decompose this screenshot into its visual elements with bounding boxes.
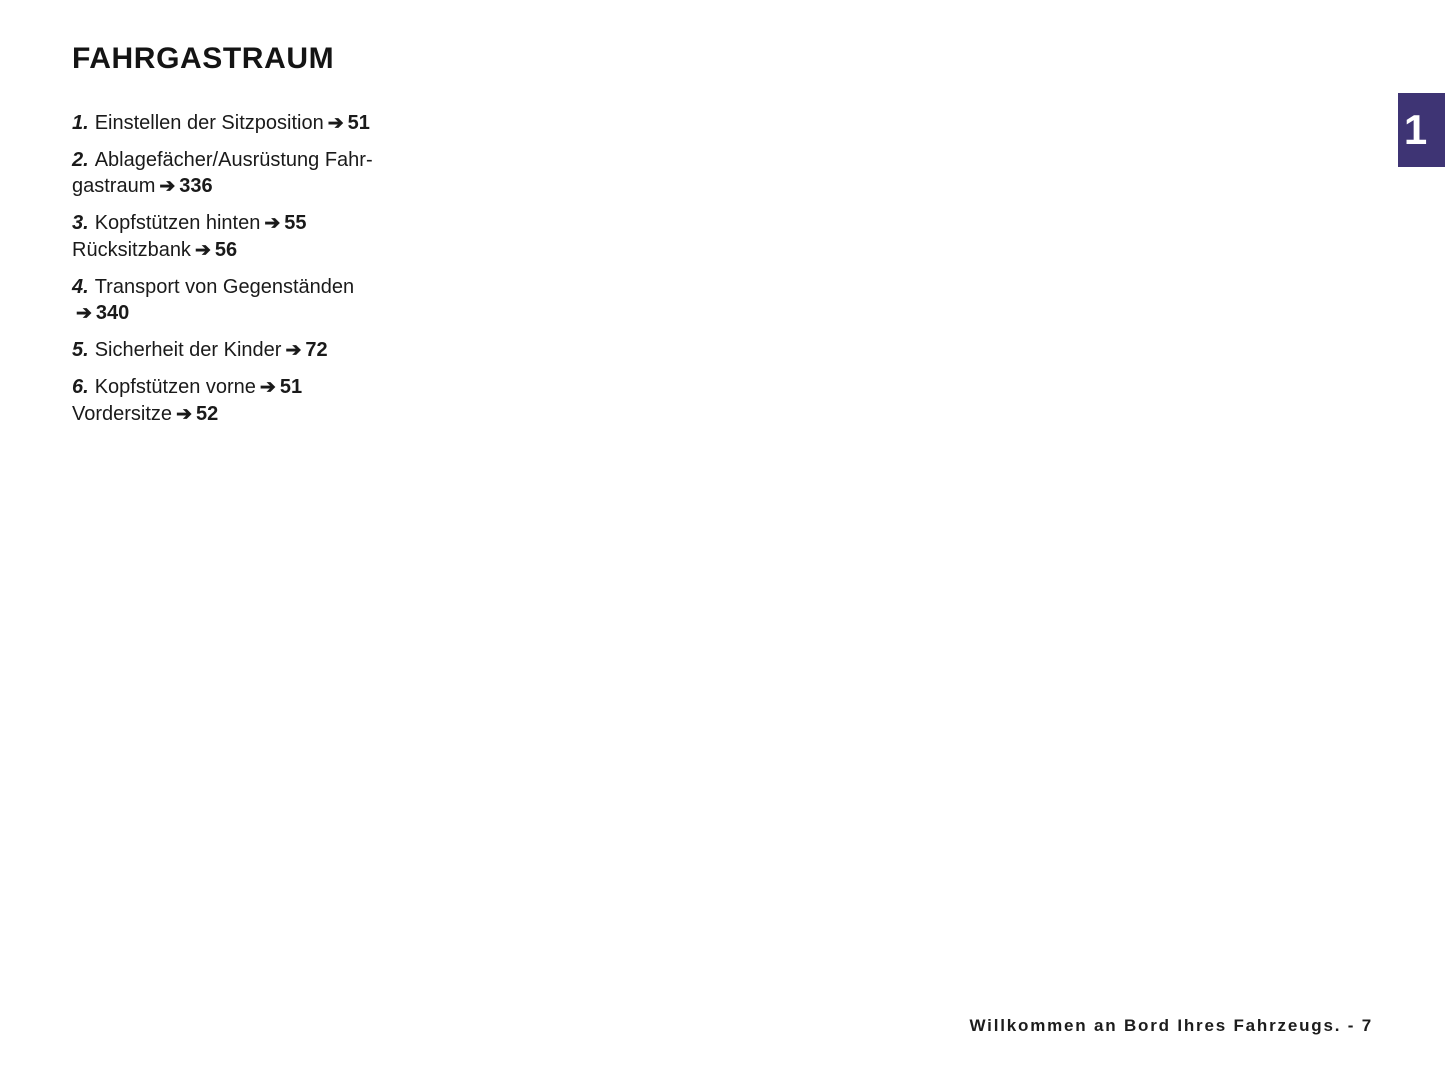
legend-item-text: gastraum bbox=[72, 175, 156, 197]
legend-item-number: 3. bbox=[72, 212, 89, 234]
legend-item-text: Transport von Gegenständen bbox=[94, 276, 355, 298]
legend-item-line bbox=[72, 147, 592, 173]
legend-item-line bbox=[72, 300, 592, 327]
legend-item-text: Kopfstützen vorne bbox=[94, 376, 256, 398]
legend-item-line bbox=[72, 237, 592, 264]
legend-list bbox=[72, 110, 592, 428]
legend-item-number: 4. bbox=[72, 276, 89, 298]
chapter-tab-number: 1 bbox=[1403, 106, 1428, 153]
legend-item bbox=[72, 147, 592, 200]
legend-item-line bbox=[72, 110, 592, 137]
legend-item-line bbox=[72, 401, 592, 428]
chapter-tab bbox=[1398, 93, 1445, 167]
legend-item bbox=[72, 274, 592, 327]
legend-item-text: Ablagefächer/Ausrüstung Fahr- bbox=[94, 149, 373, 171]
page-arrow-icon: ➔ bbox=[76, 303, 92, 324]
legend-item-line bbox=[72, 173, 592, 200]
page-arrow-icon: ➔ bbox=[285, 340, 302, 361]
page-arrow-icon: ➔ bbox=[159, 176, 176, 197]
page-reference: 336 bbox=[179, 175, 213, 197]
page-arrow-icon: ➔ bbox=[176, 404, 192, 425]
legend-item-text: Vordersitze bbox=[72, 403, 173, 425]
page-reference: 55 bbox=[284, 212, 307, 234]
page-reference: 72 bbox=[305, 339, 328, 361]
legend-item bbox=[72, 110, 592, 137]
legend-item bbox=[72, 374, 592, 428]
page-reference: 52 bbox=[195, 403, 219, 425]
legend-item-text: Rücksitzbank bbox=[72, 239, 191, 261]
legend-item-number: 6. bbox=[72, 376, 89, 398]
legend-item-text: Einstellen der Sitzposition bbox=[94, 112, 324, 134]
legend-item-line bbox=[72, 210, 592, 237]
page-arrow-icon: ➔ bbox=[264, 213, 281, 234]
page-arrow-icon: ➔ bbox=[194, 240, 211, 261]
page-title: FAHRGASTRAUM bbox=[72, 42, 335, 75]
legend-item-number: 1. bbox=[72, 112, 89, 134]
legend-item-number: 2. bbox=[72, 149, 89, 171]
legend-item-text: Sicherheit der Kinder bbox=[94, 339, 282, 361]
page-reference: 51 bbox=[279, 376, 303, 398]
page-reference: 56 bbox=[214, 239, 238, 261]
legend-item bbox=[72, 337, 592, 364]
legend-item-line bbox=[72, 337, 592, 364]
page-content bbox=[72, 42, 592, 438]
legend-item-line bbox=[72, 374, 592, 401]
legend-item-text: Kopfstützen hinten bbox=[94, 212, 261, 234]
page-arrow-icon: ➔ bbox=[259, 377, 276, 398]
page-reference: 340 bbox=[95, 302, 130, 324]
footer-text: Willkommen an Bord Ihres Fahrzeugs. - 7 bbox=[969, 1016, 1373, 1035]
legend-item-line bbox=[72, 274, 592, 300]
page-reference: 51 bbox=[347, 112, 370, 134]
page-arrow-icon: ➔ bbox=[327, 113, 344, 134]
legend-item bbox=[72, 210, 592, 264]
legend-item-number: 5. bbox=[72, 339, 89, 361]
